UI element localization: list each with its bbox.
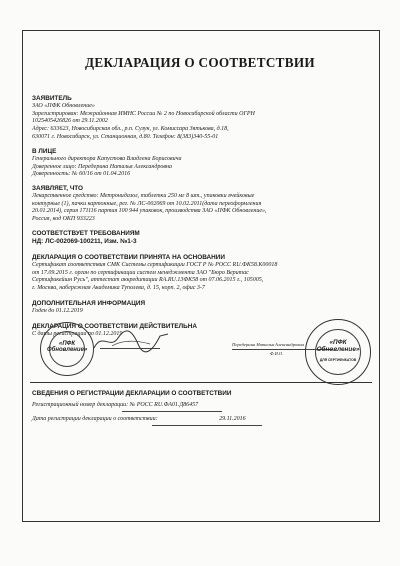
- applicant-line: Адрес: 633623, Новосибирская обл., р.п. Сузун, ул. Комиссара Зятькова, д.18,: [32, 126, 229, 133]
- extra-info-line: Годен до 01.12.2019: [32, 308, 83, 314]
- registration-date-row: [32, 416, 372, 424]
- applicant-line: ЗАО «ПФК Обновление»: [32, 103, 95, 109]
- declares-line: Россия, код ОКП 933223: [32, 216, 95, 223]
- stamp-right-subtext: ДЛЯ СЕРТИФИКАТОВ: [319, 358, 357, 362]
- company-stamp-right: [305, 319, 371, 385]
- basis-section: [32, 254, 372, 293]
- declares-line: контурные (1), пачки картонные, рег. № ЛС-002069 от 10.02.2011(дата переоформления: [32, 200, 262, 207]
- registration-heading: СВЕДЕНИЯ О РЕГИСТРАЦИИ ДЕКЛАРАЦИИ О СООТВЕТСТВИИ: [32, 390, 232, 397]
- applicant-heading: ЗАЯВИТЕЛЬ: [32, 95, 72, 102]
- basis-heading: ДЕКЛАРАЦИЯ О СООТВЕТСТВИИ ПРИНЯТА НА ОСНОВАНИИ: [32, 254, 225, 261]
- stamp-right-text: «ПФК Обновление»: [316, 339, 360, 353]
- section-divider: [30, 382, 372, 383]
- registration-date-value: 29.11.2016: [219, 415, 246, 422]
- signature-scribble: [92, 328, 172, 354]
- registration-number-value: № РОСС RU.ФА01.Д86457: [129, 402, 199, 408]
- extra-info-section: [32, 300, 372, 316]
- registration-number-label: Регистрационный номер декларации:: [32, 402, 129, 408]
- validity-heading: ДЕКЛАРАЦИЯ О СООТВЕТСТВИИ ДЕЙСТВИТЕЛЬНА: [32, 323, 197, 330]
- requirements-heading: СООТВЕТСТВУЕТ ТРЕБОВАНИЯМ: [32, 230, 140, 237]
- basis-line: от 17.09.2015 г. орган по сертификации систем менеджмента ЗАО "Бюро Веритас: [32, 269, 249, 276]
- person-line: Доверенность: № 60/16 от 01.04.2016: [32, 171, 131, 178]
- person-line: Доверенное лицо: Передерина Наталья Александровна: [32, 163, 172, 170]
- registration-number-row: [32, 402, 372, 410]
- declares-section: [32, 185, 372, 224]
- basis-line: Сертификейшн Русь", аттестат аккредитации RA.RU.13ФК58 от 07.06.2015 г., 105005,: [32, 277, 264, 284]
- declares-line: 20.01.2014), серия 171116 партия 100 944 упаковок, производства ЗАО «ПФК Обновление»,: [32, 208, 267, 215]
- person-line: Генерального директора Капустова Владлена Борисовича: [32, 156, 182, 162]
- basis-line: г. Москва, набережная Академика Туполева, д. 15, корп. 2, офис 3-7: [32, 285, 205, 292]
- person-heading: В ЛИЦЕ: [32, 148, 57, 155]
- applicant-section: [32, 95, 372, 142]
- fio-label: Ф.И.О.: [270, 351, 284, 356]
- date-underline: [152, 425, 262, 426]
- person-section: [32, 148, 372, 179]
- document-title: ДЕКЛАРАЦИЯ О СООТВЕТСТВИИ: [85, 55, 315, 70]
- company-stamp-left: [40, 322, 94, 376]
- applicant-line: 630071 г. Новосибирск, ул. Станционная, д.80. Телефон: 8(383)340-55-01: [32, 133, 219, 140]
- stamp-left-text: «ПФК Обновление»: [47, 341, 88, 353]
- applicant-line: 1025405426826 от 29.11.2002: [32, 118, 108, 125]
- extra-info-heading: ДОПОЛНИТЕЛЬНАЯ ИНФОРМАЦИЯ: [32, 300, 146, 307]
- registration-date-label: Дата регистрации декларации о соответствии:: [32, 415, 158, 422]
- declares-line: Лекарственное средство: Метронидазол, таблетки 250 мг 8 шт., упаковки ячейковые: [32, 193, 255, 199]
- requirements-line: НД: ЛС-002069-100211, Изм. №1-3: [32, 238, 137, 245]
- validity-line: С даты регистрации по 01.12.2019: [32, 331, 123, 337]
- signatory-name: Передерина Наталья Александровна: [232, 342, 304, 347]
- declares-heading: ЗАЯВЛЯЕТ, ЧТО: [32, 185, 84, 192]
- applicant-line: Зарегистрирован: Межрайонная ИМНС России № 2 по Новосибирской области ОГРН: [32, 110, 255, 117]
- registration-section: [32, 390, 372, 423]
- requirements-section: [32, 230, 372, 246]
- basis-line: Сертификат соответствия СМК Системы сертификации ГОСТ Р № РОСС RU.ФК58.К00018: [32, 262, 278, 268]
- number-underline: [122, 411, 222, 412]
